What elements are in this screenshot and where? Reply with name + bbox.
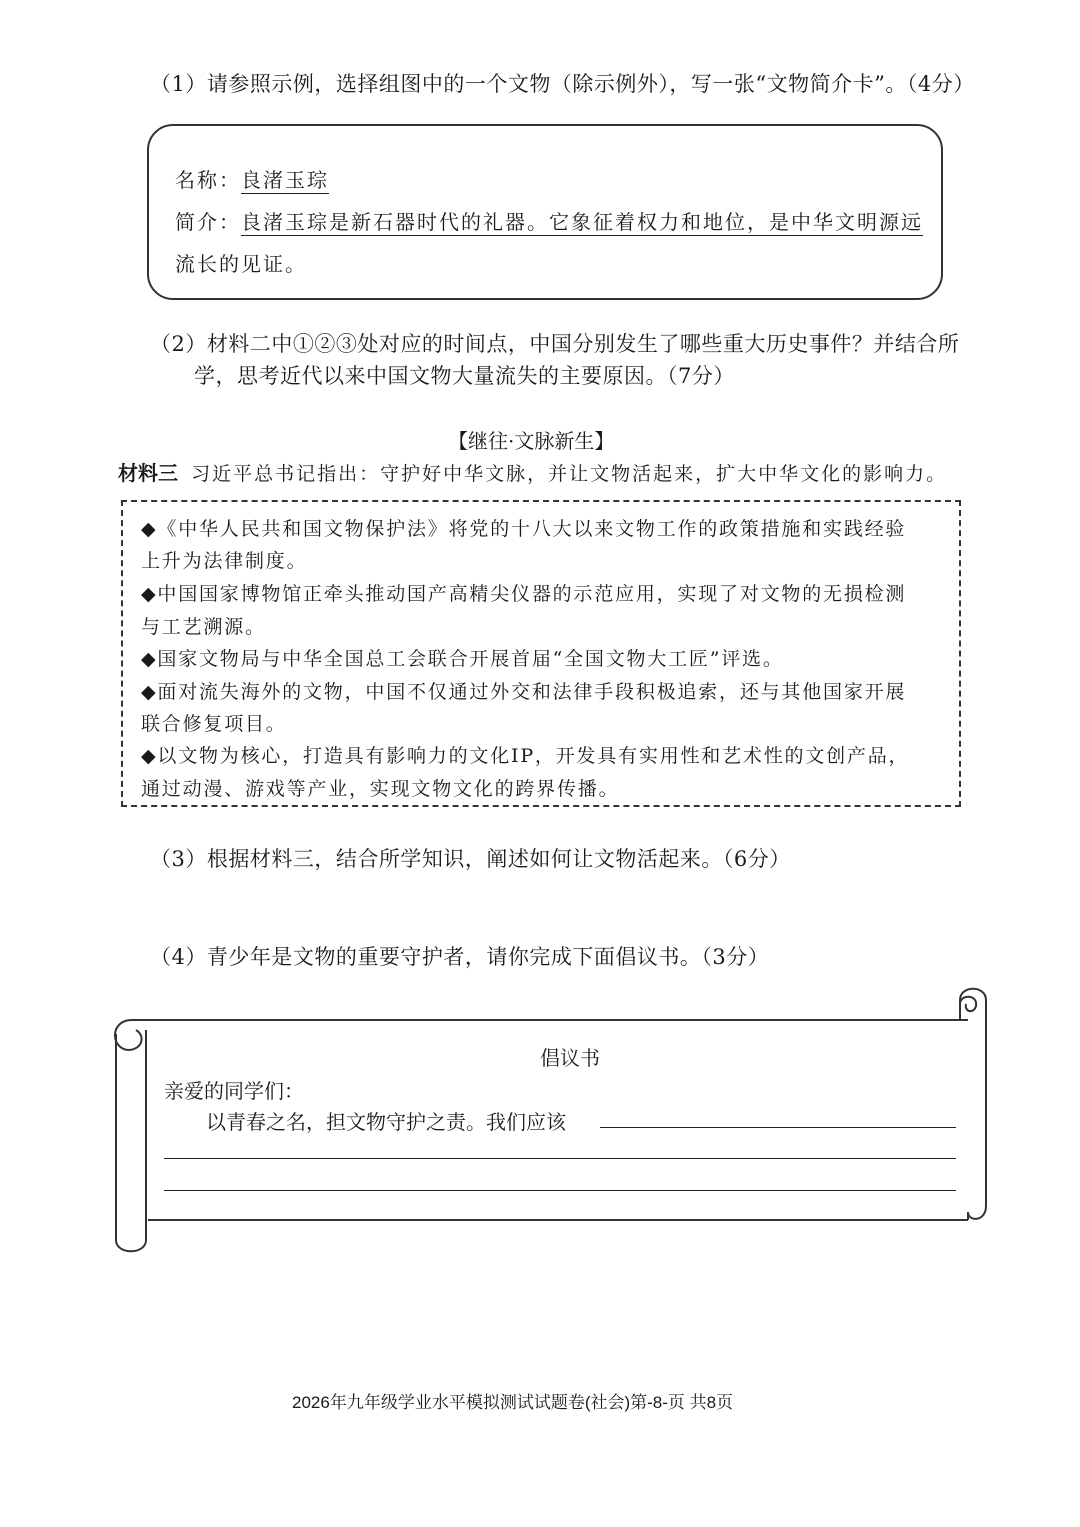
bullet-line: 与工艺溯源。 xyxy=(141,616,266,638)
bullet-line: ◆国家文物局与中华全国总工会联合开展首届“全国文物大工匠”评选。 xyxy=(141,648,784,670)
bullet-line: ◆中国国家博物馆正牵头推动国产高精尖仪器的示范应用，实现了对文物的无损检测 xyxy=(141,583,907,605)
question-4: （4）青少年是文物的重要守护者，请你完成下面倡议书。（3分） xyxy=(150,945,770,969)
question-2-line-2: 学，思考近代以来中国文物大量流失的主要原因。（7分） xyxy=(194,364,735,388)
answer-line[interactable] xyxy=(164,1158,956,1159)
answer-line[interactable] xyxy=(164,1190,956,1191)
proposal-greeting: 亲爱的同学们： xyxy=(164,1079,304,1103)
proposal-title: 倡议书 xyxy=(540,1046,600,1070)
card-name-label: 名称： xyxy=(175,168,241,192)
question-1: （1）请参照示例，选择组图中的一个文物（除示例外），写一张“文物简介卡”。（4分） xyxy=(150,72,975,96)
section-title: 【继往·文脉新生】 xyxy=(448,429,615,453)
card-name-value: 良渚玉琮 xyxy=(241,168,329,192)
answer-line[interactable] xyxy=(600,1127,956,1128)
question-2-line-1: （2）材料二中①②③处对应的时间点，中国分别发生了哪些重大历史事件？并结合所 xyxy=(150,332,960,356)
page-footer: 2026年九年级学业水平模拟测试试题卷(社会)第-8-页 共8页 xyxy=(292,1393,734,1412)
bullet-line: ◆《中华人民共和国文物保护法》将党的十八大以来文物工作的政策措施和实践经验 xyxy=(141,518,907,540)
card-intro-line-2: 流长的见证。 xyxy=(175,252,307,276)
bullet-line: 联合修复项目。 xyxy=(141,713,287,735)
bullet-line: ◆以文物为核心，打造具有影响力的文化IP，开发具有实用性和艺术性的文创产品， xyxy=(141,745,910,767)
proposal-body: 以青春之名，担文物守护之责。我们应该 xyxy=(206,1110,566,1134)
material-3-label: 材料三 xyxy=(118,461,178,485)
bullet-line: 通过动漫、游戏等产业，实现文物文化的跨界传播。 xyxy=(141,778,620,800)
card-intro-label: 简介： xyxy=(175,210,241,234)
question-3: （3）根据材料三，结合所学知识，阐述如何让文物活起来。（6分） xyxy=(150,847,791,871)
material-3-text: 习近平总书记指出：守护好中华文脉，并让文物活起来，扩大中华文化的影响力。 xyxy=(191,463,948,485)
card-intro-line-1: 良渚玉琮是新石器时代的礼器。它象征着权力和地位，是中华文明源远 xyxy=(241,210,923,234)
bullet-line: 上升为法律制度。 xyxy=(141,550,308,572)
bullet-line: ◆面对流失海外的文物，中国不仅通过外交和法律手段积极追索，还与其他国家开展 xyxy=(141,681,907,703)
